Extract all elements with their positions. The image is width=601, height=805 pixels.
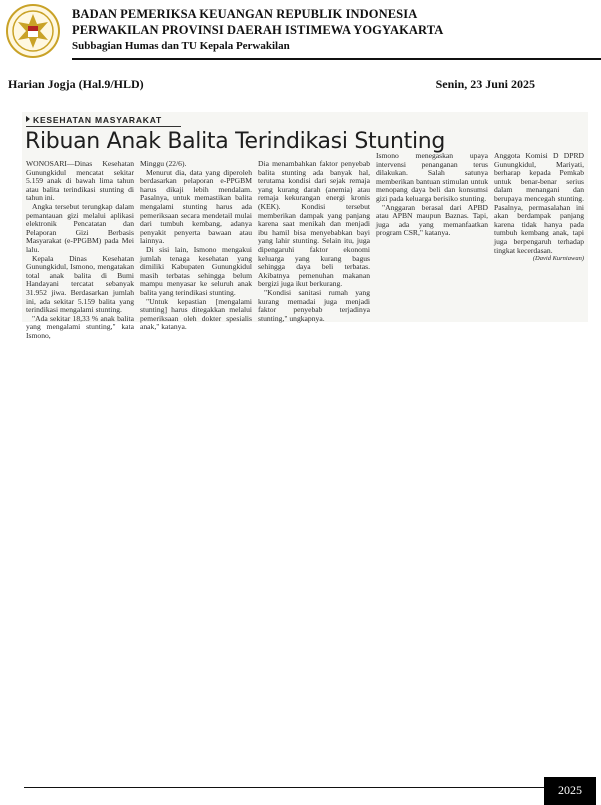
paragraph: "Ada sekitar 18,33 % anak balita yang mengalami stunting," kata Ismono, <box>26 313 134 340</box>
page-year-badge: 2025 <box>544 777 596 805</box>
bpk-garuda-emblem-icon <box>6 4 60 58</box>
rubric-arrow-icon <box>26 116 30 122</box>
org-name: BADAN PEMERIKSA KEUANGAN REPUBLIK INDONESIA <box>72 7 418 21</box>
article-column-1 <box>26 159 134 340</box>
publication-date: Senin, 23 Juni 2025 <box>435 77 535 91</box>
organization-header <box>72 6 592 54</box>
paragraph: Anggota Komisi D DPRD Gunungkidul, Mariyati, berharap kepada Pemkab untuk benar-benar serius dalam menangani dan berupaya mencegah stunting. Pasalnya, permasalahan ini akan berdampak panjang karena tidak hanya pada tumbuh kembang anak, tapi juga berpengaruh terhadap tingkat kecerdasan. <box>494 151 584 255</box>
paragraph: Ismono menegaskan upaya intervensi penanganan terus dilakukan. Salah satunya memberikan bantuan stimulan untuk menopang daya beli dan konsumsi gizi pada keluarga berisiko stunting. <box>376 151 488 203</box>
article-column-2 <box>140 159 252 332</box>
paragraph: Minggu (22/6). <box>140 159 187 168</box>
org-branch: PERWAKILAN PROVINSI DAERAH ISTIMEWA YOGYAKARTA <box>72 23 444 37</box>
footer-divider <box>24 787 595 788</box>
article-column-5 <box>494 152 584 320</box>
article-column-3 <box>258 159 370 323</box>
rubric-underline <box>26 126 181 127</box>
paragraph: WONOSARI—Dinas Kesehatan Gunungkidul mencatat sekitar 5.159 anak di bawah lima tahun atau balita terindikasi stunting di tahun ini. <box>26 159 134 203</box>
paragraph: "Untuk kepastian [mengalami stunting] harus ditegakkan melalui pemeriksaan oleh dokter spesialis anak," katanya. <box>140 296 252 332</box>
paragraph: Menurut dia, data yang diperoleh berdasarkan pelaporan e-PPGBM harus dikaji lebih mendalam. Pasalnya, untuk memastikan balita mengalami stunting harus ada pemeriksaan secara mendetail mulai dari tumbuh kembang, adanya penyakit penyerta bawaan atau lainnya. <box>140 167 252 246</box>
paragraph: "Anggaran berasal dari APBD atau APBN maupun Baznas. Tapi, juga ada yang memanfaatkan program CSR," katanya. <box>376 202 488 238</box>
paragraph: Angka tersebut terungkap dalam pemantauan gizi melalui aplikasi elektronik Pencatatan dan Pelaporan Gizi Berbasis Masyarakat (e-PPGBM) pada Mei lalu. <box>26 201 134 254</box>
header-divider <box>72 58 601 60</box>
paragraph: Kepala Dinas Kesehatan Gunungkidul, Ismono, mengatakan total anak balita di Bumi Handayani tercatat sebanyak 31.952 jiwa. Berdasarkan jumlah ini, ada sekitar 5.159 balita yang terindikasi mengalami stunting. <box>26 253 134 315</box>
rubric-text: KESEHATAN MASYARAKAT <box>33 115 163 125</box>
newspaper-source: Harian Jogja (Hal.9/HLD) <box>8 77 144 91</box>
article-headline: Ribuan Anak Balita Terindikasi Stunting <box>25 129 446 154</box>
article-column-4 <box>376 152 488 320</box>
rubric-label <box>26 115 162 125</box>
paragraph: Dia menambahkan faktor penyebab balita stunting ada banyak hal, terutama kondisi dari sejak remaja yang kurang darah (anemia) atau remaja kekurangan energi kronis (KEK). Kondisi tersebut memberikan dampak yang panjang karena saat menikah dan menjadi ibu hamil bisa menyebabkan bayi yang lahir stunting. Selain itu, juga dipengaruhi faktor ekonomi keluarga yang kurang bagus sehingga daya beli terbatas. Akibatnya pemenuhan makanan bergizi juga ikut berkurang. <box>258 159 370 289</box>
paragraph: Di sisi lain, Ismono mengakui jumlah tenaga kesehatan yang dimiliki Kabupaten Gunungkidul masih terbatas sehingga belum mampu menyasar ke seluruh anak balita yang terindikasi stunting. <box>140 244 252 297</box>
paragraph: "Kondisi sanitasi rumah yang kurang memadai juga menjadi faktor penyebab terjadinya stunting," ungkapnya. <box>258 287 370 323</box>
byline: (David Kurniawan) <box>532 255 584 263</box>
news-clipping <box>22 112 588 340</box>
org-subdivision: Subbagian Humas dan TU Kepala Perwakilan <box>72 40 290 52</box>
